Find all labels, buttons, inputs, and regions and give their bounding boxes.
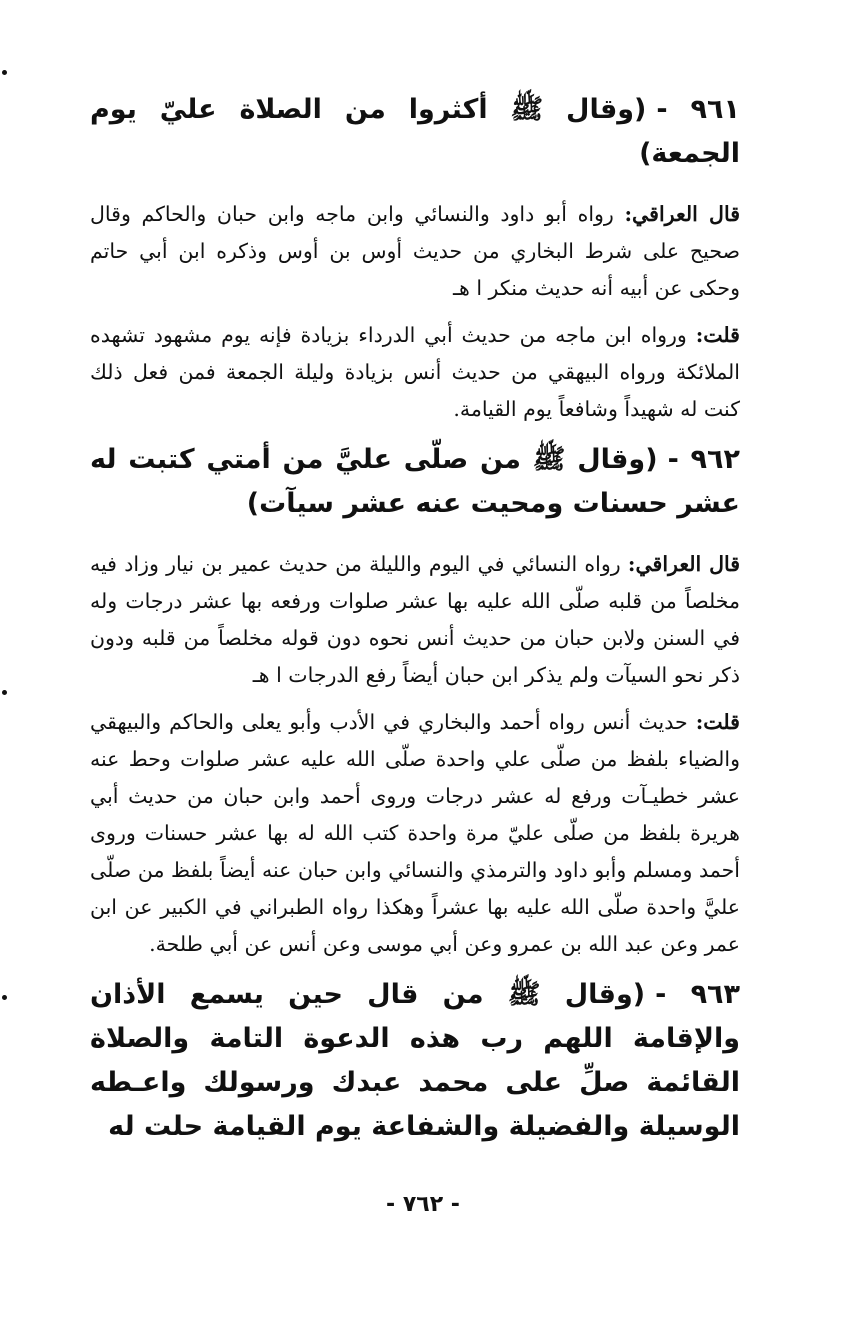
commentary-text: حديث أنس رواه أحمد والبخاري في الأدب وأبو يعلى والحاكم والبيهقي والضياء بلفظ من صلّى علي واحدة صلّى الله عليه عشر صلوات وحط عنه عشر خطيـآت ورفع له عشر درجات وروى أحمد وابن حبان من حديث أبي هريرة بلفظ من صلّى عليّ مرة واحدة كتب الله له بها عشر حسنات وروى أحمد ومسلم وأبو داود والترمذي والنسائي وابن حبان عنه أيضاً بلفظ من صلّى عليَّ واحدة صلّى الله عليه بها عشراً وهكذا رواه الطبراني في الكبير عن ابن عمر وعن عبد الله بن عمرو وعن أبي موسى وعن أنس عن أبي طلحة.	[90, 710, 740, 956]
commentary-paragraph	[90, 546, 740, 694]
margin-mark	[2, 70, 7, 75]
hadith-number: ٩٦٢ -	[667, 444, 740, 475]
hadith-heading	[90, 438, 740, 526]
commentary-text: ورواه ابن ماجه من حديث أبي الدرداء بزيادة فإنه يوم مشهود تشهده الملائكة ورواه البيهقي من حديث أنس بزيادة وليلة الجمعة فمن فعل ذلك كنت له شهيداً وشافعاً يوم القيامة.	[90, 323, 740, 421]
page-number: - ٧٦٢ -	[386, 1192, 460, 1217]
hadith-entry	[90, 88, 740, 428]
commentary-lead: قال العراقي:	[627, 552, 741, 576]
hadith-entry	[90, 438, 740, 963]
commentary-text: رواه النسائي في اليوم والليلة من حديث عمير بن نيار وزاد فيه مخلصاً من قلبه صلّى الله عليه بها عشر صلوات ورفعه بها عشر درجات وله في السنن ولابن حبان من حديث أنس نحوه دون قوله مخلصاً من قلبه ودون ذكر نحو السيآت ولم يذكر ابن حبان أيضاً رفع الدرجات ا هـ	[90, 552, 740, 687]
hadith-text: (وقال ﷺ من قال حين يسمع الأذان والإقامة اللهم رب هذه الدعوة التامة والصلاة القائمة صلِّ على محمد عبدك ورسولك واعـطه الوسيلة والفضيلة والشفاعة يوم القيامة حلت له	[90, 979, 740, 1142]
commentary-lead: قلت:	[695, 710, 740, 734]
hadith-heading	[90, 88, 740, 176]
page-body	[90, 88, 740, 1169]
hadith-entry	[90, 973, 740, 1149]
hadith-heading	[90, 973, 740, 1149]
hadith-text: (وقال ﷺ أكثروا من الصلاة عليّ يوم الجمعة)	[90, 94, 740, 169]
commentary-lead: قلت:	[695, 323, 740, 347]
commentary-paragraph	[90, 196, 740, 307]
hadith-text: (وقال ﷺ من صلّى عليَّ من أمتي كتبت له عشر حسنات ومحيت عنه عشر سيآت)	[90, 444, 740, 519]
margin-mark	[2, 690, 7, 695]
commentary-lead: قال العراقي:	[624, 202, 740, 226]
commentary-paragraph	[90, 704, 740, 963]
hadith-number: ٩٦١ -	[656, 94, 740, 125]
commentary-text: رواه أبو داود والنسائي وابن ماجه وابن حبان والحاكم وقال صحيح على شرط البخاري من حديث أوس بن أوس وذكره ابن أبي حاتم وحكى عن أبيه أنه حديث منكر ا هـ	[90, 202, 740, 300]
margin-mark	[2, 995, 7, 1000]
hadith-number: ٩٦٣ -	[655, 979, 741, 1010]
commentary-paragraph	[90, 317, 740, 428]
